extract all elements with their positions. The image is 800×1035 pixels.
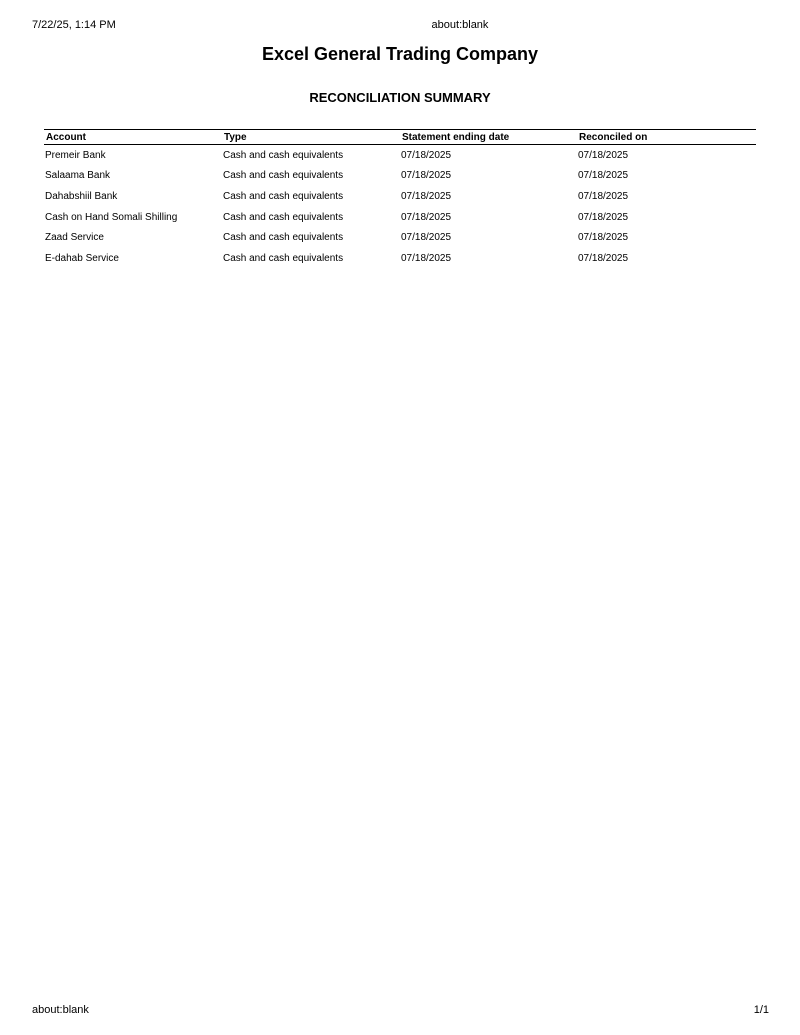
reconciled-on-cell: 07/18/2025	[578, 190, 629, 202]
reconciled-on-cell: 07/18/2025	[578, 170, 629, 182]
column-header-account: Account	[44, 130, 222, 145]
print-url-footer: about:blank	[32, 1004, 89, 1016]
type-cell: Cash and cash equivalents	[223, 252, 344, 264]
account-cell: E-dahab Service	[45, 252, 119, 264]
company-name: Excel General Trading Company	[261, 44, 539, 64]
account-cell: Cash on Hand Somali Shilling	[45, 211, 178, 223]
page-number: 1/1	[753, 1004, 769, 1016]
print-datetime: 7/22/25, 1:14 PM	[32, 19, 116, 31]
account-cell: Zaad Service	[45, 232, 104, 244]
statement-ending-date-cell: 07/18/2025	[401, 170, 452, 182]
column-header-statement-ending-date: Statement ending date	[400, 130, 577, 145]
type-cell: Cash and cash equivalents	[223, 170, 344, 182]
account-cell: Premeir Bank	[45, 149, 106, 161]
reconciliation-table	[44, 129, 756, 269]
table-row	[44, 145, 756, 166]
type-cell: Cash and cash equivalents	[223, 190, 344, 202]
table-row	[44, 207, 756, 228]
reconciled-on-cell: 07/18/2025	[578, 211, 629, 223]
statement-ending-date-cell: 07/18/2025	[401, 211, 452, 223]
column-header-reconciled-on: Reconciled on	[577, 130, 756, 145]
type-cell: Cash and cash equivalents	[223, 211, 344, 223]
statement-ending-date-cell: 07/18/2025	[401, 190, 452, 202]
table-row	[44, 186, 756, 207]
reconciled-on-cell: 07/18/2025	[578, 149, 629, 161]
table-row	[44, 166, 756, 187]
account-cell: Salaama Bank	[45, 170, 111, 182]
column-header-type: Type	[222, 130, 400, 145]
table-header-row	[44, 130, 756, 145]
table-row	[44, 227, 756, 248]
print-url-header: about:blank	[431, 19, 489, 31]
type-cell: Cash and cash equivalents	[223, 232, 344, 244]
statement-ending-date-cell: 07/18/2025	[401, 252, 452, 264]
reconciled-on-cell: 07/18/2025	[578, 252, 629, 264]
reconciled-on-cell: 07/18/2025	[578, 232, 629, 244]
report-title: RECONCILIATION SUMMARY	[309, 90, 491, 105]
account-cell: Dahabshiil Bank	[45, 190, 118, 202]
statement-ending-date-cell: 07/18/2025	[401, 232, 452, 244]
type-cell: Cash and cash equivalents	[223, 149, 344, 161]
statement-ending-date-cell: 07/18/2025	[401, 149, 452, 161]
table-row	[44, 248, 756, 269]
